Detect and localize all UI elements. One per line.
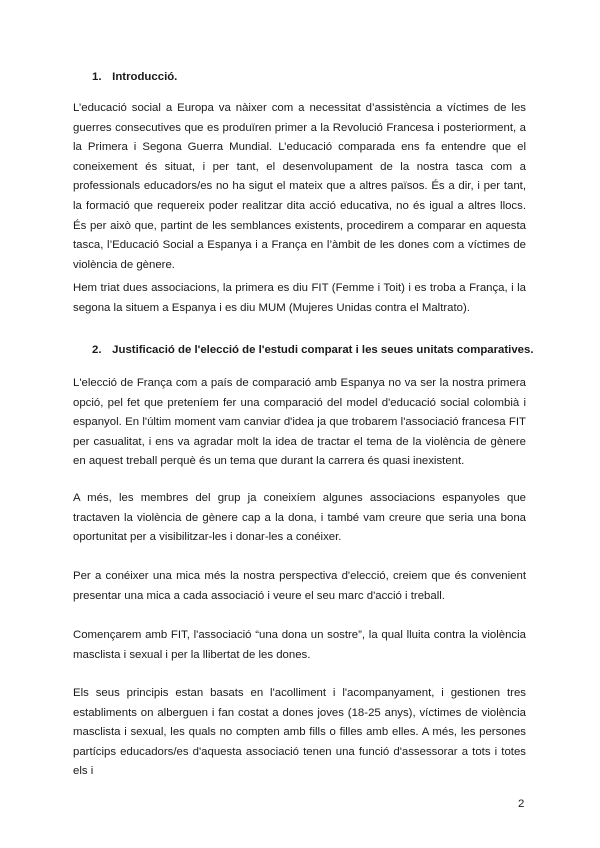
paragraph-fit-principles: Els seus principis estan basats en l'acolliment i l'acompanyament, i gestionen tres establiments on alberguen i fan costat a dones joves (18-25 anys), víctimes de violència masclista i sexual, les quals no compten amb fills o filles amb elles. A més, les persones partícips educadors/es d'aquesta associació tenen una funció d'assessorar a tots i totes els i	[73, 687, 526, 778]
section-heading-justificacio	[92, 343, 534, 357]
paragraph-fit-intro: Començarem amb FIT, l'associació “una dona un sostre”, la qual lluita contra la violència masclista i sexual i per la llibertat de les dones.	[73, 629, 526, 661]
section-heading-introduccio	[92, 70, 177, 84]
section-title: Introducció.	[112, 71, 178, 83]
section-number: 1.	[92, 71, 102, 83]
paragraph-intro: L’educació social a Europa va nàixer com a necessitat d’assistència a víctimes de les guerres consecutives que es produïren primer a la Revolució Francesa i posteriorment, a la Primera i Segona Guerra Mundial. L’educació comparada ens fa entendre que el coneixement és situat, i per tant, el desenvolupament de la nostra tasca com a professionals educadors/es no ha sigut el mateix que a altres països. És a dir, i per tant, la formació que requereix poder realitzar dita acció educativa, no és igual a altres llocs. És per això que, partint de les semblances existents, procedirem a comparar en aquesta tasca, l’Educació Social a Espanya i a França en l’àmbit de les dones com a víctimes de violència de gènere.	[73, 102, 526, 271]
paragraph-choice-of-france: L'elecció de França com a país de comparació amb Espanya no va ser la nostra primera opció, pel fet que preteníem fer una comparació del model d'educació social colombià i espanyol. En l'últim moment vam canviar d'idea ja que trobarem l'associació francesa FIT per casualitat, i ens va agradar molt la idea de tractar el tema de la violència de gènere en aquest treball perquè és un tema que durant la carrera és quasi inexistent.	[73, 377, 526, 468]
section-number: 2.	[92, 344, 102, 356]
page-number: 2	[518, 798, 525, 810]
section-title: Justificació de l'elecció de l'estudi comparat i les seues unitats comparatives.	[112, 344, 534, 356]
paragraph-spanish-associations: A més, les membres del grup ja coneixíem algunes associacions espanyoles que tractaven la violència de gènere cap a la dona, i també vam creure que seria una bona oportunitat per a visibilitzar-les i donar-les a conéixer.	[73, 492, 526, 544]
paragraph-perspective: Per a conéixer una mica més la nostra perspectiva d'elecció, creiem que és convenient presentar una mica a cada associació i veure el seu marc d'acció i treball.	[73, 570, 526, 602]
paragraph-associations: Hem triat dues associacions, la primera es diu FIT (Femme i Toit) i es troba a França, i la segona la situem a Espanya i es diu MUM (Mujeres Unidas contra el Maltrato).	[73, 282, 526, 314]
